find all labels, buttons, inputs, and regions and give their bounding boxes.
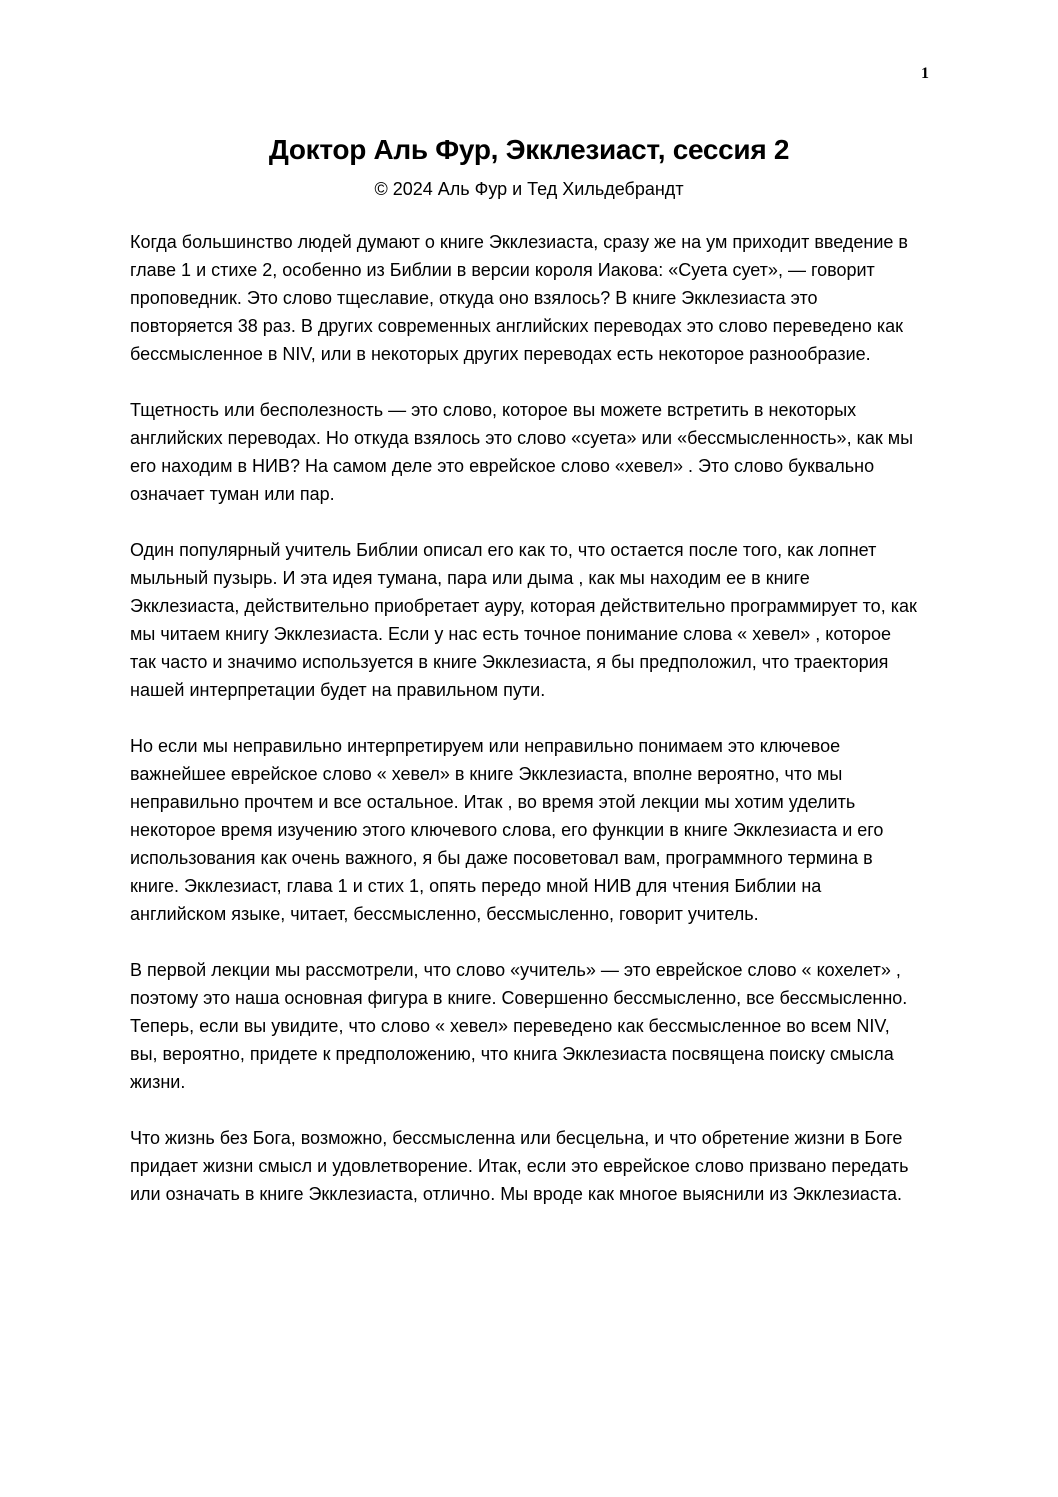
paragraph-3: Один популярный учитель Библии описал его как то, что остается после того, как лопнет мыльный пузырь. И эта идея тумана, пара или дыма , как мы находим ее в книге Экклезиаста, действительно приобретает ауру, которая действительно программирует то, как мы читаем книгу Экклезиаста. Если у нас есть точное понимание слова « хевел» , которое так часто и значимо используется в книге Экклезиаста, я бы предположил, что траектория нашей интерпретации будет на правильном пути. — [130, 540, 917, 700]
document-subtitle: © 2024 Аль Фур и Тед Хильдебрандт — [374, 179, 684, 199]
paragraph-6: Что жизнь без Бога, возможно, бессмысленна или бесцельна, и что обретение жизни в Боге придает жизни смысл и удовлетворение. Итак, если это еврейское слово призвано передать или означать в книге Экклезиаста, отлично. Мы вроде как многое выяснили из Экклезиаста. — [130, 1128, 909, 1204]
page-number: 1 — [921, 65, 929, 82]
document-body — [130, 228, 920, 1236]
paragraph-4: Но если мы неправильно интерпретируем или неправильно понимаем это ключевое важнейшее еврейское слово « хевел» в книге Экклезиаста, вполне вероятно, что мы неправильно прочтем и все остальное. Итак , во время этой лекции мы хотим уделить некоторое время изучению этого ключевого слова, его функции в книге Экклезиаста и его использования как очень важного, я бы даже посоветовал вам, программного термина в книге. Экклезиаст, глава 1 и стих 1, опять передо мной НИВ для чтения Библии на английском языке, читает, бессмысленно, бессмысленно, говорит учитель. — [130, 736, 884, 924]
paragraph-2: Тщетность или бесполезность — это слово, которое вы можете встретить в некоторых английских переводах. Но откуда взялось это слово «суета» или «бессмысленность», как мы его находим в НИВ? На самом деле это еврейское слово «хевел» . Это слово буквально означает туман или пар. — [130, 400, 914, 504]
document-title: Доктор Аль Фур, Экклезиаст, сессия 2 — [268, 134, 790, 165]
paragraph-5: В первой лекции мы рассмотрели, что слово «учитель» — это еврейское слово « кохелет» , поэтому это наша основная фигура в книге. Совершенно бессмысленно, все бессмысленно. Теперь, если вы увидите, что слово « хевел» переведено как бессмысленное во всем NIV, вы, вероятно, придете к предположению, что книга Экклезиаста посвящена поиску смысла жизни. — [130, 960, 908, 1092]
paragraph-1: Когда большинство людей думают о книге Экклезиаста, сразу же на ум приходит введение в главе 1 и стихе 2, особенно из Библии в версии короля Иакова: «Суета сует», — говорит проповедник. Это слово тщеславие, откуда оно взялось? В книге Экклезиаста это повторяется 38 раз. В других современных английских переводах это слово переведено как бессмысленное в NIV, или в некоторых других переводах есть некоторое разнообразие. — [130, 232, 908, 364]
